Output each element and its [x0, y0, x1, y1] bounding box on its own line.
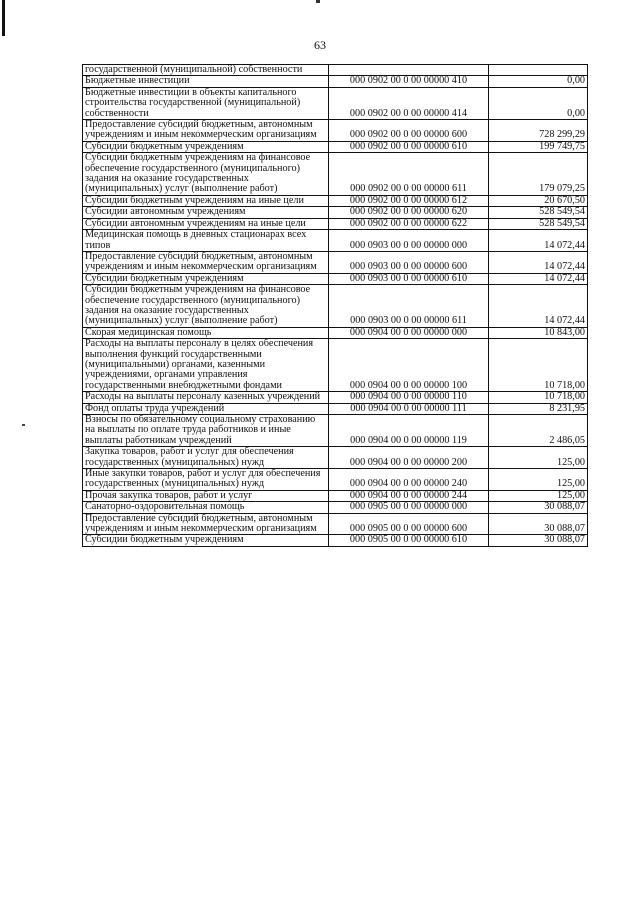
row-name-cell: Фонд оплаты труда учреждений — [83, 403, 329, 414]
table-row — [83, 327, 588, 338]
row-name-cell: Медицинская помощь в дневных стационарах всех типов — [83, 230, 329, 252]
row-name-cell: Субсидии бюджетным учреждениям на финансовое обеспечение государственного (муниципального) задания на оказание государственных (муниципальных) услуг (выполнение работ) — [83, 285, 329, 328]
table-row — [83, 285, 588, 328]
row-name-cell: Расходы на выплаты персоналу в целях обеспечения выполнения функций государственными (муниципальными) органами, казенными учреждениями, органами управления государственными внебюджетными фондами — [83, 339, 329, 392]
row-name-cell: Предоставление субсидий бюджетным, автономным учреждениям и иным некоммерческим организациям — [83, 120, 329, 142]
row-name-cell: Расходы на выплаты персоналу казенных учреждений — [83, 392, 329, 403]
row-code-cell: 000 0904 00 0 00 00000 244 — [329, 490, 489, 501]
row-sum-cell: 0,00 — [489, 76, 588, 87]
row-sum-cell: 30 088,07 — [489, 513, 588, 535]
row-sum-cell: 30 088,07 — [489, 502, 588, 513]
row-code-cell: 000 0904 00 0 00 00000 200 — [329, 447, 489, 469]
table-row — [83, 195, 588, 206]
row-sum-cell: 10 718,00 — [489, 392, 588, 403]
row-sum-cell: 528 549,54 — [489, 218, 588, 229]
table-row — [83, 447, 588, 469]
table-row — [83, 207, 588, 218]
row-name-cell: Взносы по обязательному социальному страхованию на выплаты по оплате труда работников и иные выплаты работникам учреждений — [83, 415, 329, 447]
table-row — [83, 120, 588, 142]
table-row — [83, 490, 588, 501]
row-sum-cell: 199 749,75 — [489, 141, 588, 152]
row-sum-cell: 14 072,44 — [489, 285, 588, 328]
table-row — [83, 76, 588, 87]
row-sum-cell: 14 072,44 — [489, 251, 588, 273]
table-row — [83, 469, 588, 491]
table-row — [83, 392, 588, 403]
row-code-cell: 000 0904 00 0 00 00000 240 — [329, 469, 489, 491]
row-name-cell: Предоставление субсидий бюджетным, автономным учреждениям и иным некоммерческим организациям — [83, 513, 329, 535]
table-row — [83, 65, 588, 76]
budget-table-body — [83, 65, 588, 547]
row-name-cell: Субсидии бюджетным учреждениям — [83, 141, 329, 152]
row-name-cell: Скорая медицинская помощь — [83, 327, 329, 338]
row-code-cell: 000 0904 00 0 00 00000 119 — [329, 415, 489, 447]
row-code-cell: 000 0902 00 0 00 00000 414 — [329, 87, 489, 119]
row-name-cell: Предоставление субсидий бюджетным, автономным учреждениям и иным некоммерческим организациям — [83, 251, 329, 273]
row-name-cell: Бюджетные инвестиции в объекты капитального строительства государственной (муниципальной) собственности — [83, 87, 329, 119]
row-sum-cell: 0,00 — [489, 87, 588, 119]
row-sum-cell: 8 231,95 — [489, 403, 588, 414]
row-name-cell: Субсидии бюджетным учреждениям на иные цели — [83, 195, 329, 206]
row-code-cell: 000 0904 00 0 00 00000 000 — [329, 327, 489, 338]
table-row — [83, 403, 588, 414]
row-sum-cell: 10 718,00 — [489, 339, 588, 392]
row-name-cell: Субсидии автономным учреждениям на иные цели — [83, 218, 329, 229]
table-row — [83, 153, 588, 196]
row-sum-cell — [489, 65, 588, 76]
row-code-cell: 000 0902 00 0 00 00000 610 — [329, 141, 489, 152]
row-code-cell: 000 0902 00 0 00 00000 620 — [329, 207, 489, 218]
row-code-cell: 000 0905 00 0 00 00000 600 — [329, 513, 489, 535]
row-sum-cell: 125,00 — [489, 447, 588, 469]
row-code-cell: 000 0902 00 0 00 00000 600 — [329, 120, 489, 142]
row-name-cell: Иные закупки товаров, работ и услуг для обеспечения государственных (муниципальных) нужд — [83, 469, 329, 491]
row-sum-cell: 528 549,54 — [489, 207, 588, 218]
scan-side-mark — [22, 424, 25, 426]
row-sum-cell: 125,00 — [489, 490, 588, 501]
page-number: 63 — [314, 38, 326, 52]
budget-table — [82, 64, 588, 547]
table-row — [83, 141, 588, 152]
table-row — [83, 339, 588, 392]
row-name-cell: Субсидии бюджетным учреждениям — [83, 273, 329, 284]
row-name-cell: Субсидии бюджетным учреждениям на финансовое обеспечение государственного (муниципального) задания на оказание государственных (муниципальных) услуг (выполнение работ) — [83, 153, 329, 196]
row-code-cell: 000 0903 00 0 00 00000 000 — [329, 230, 489, 252]
row-name-cell: Бюджетные инвестиции — [83, 76, 329, 87]
row-sum-cell: 14 072,44 — [489, 230, 588, 252]
row-sum-cell: 10 843,00 — [489, 327, 588, 338]
row-code-cell: 000 0904 00 0 00 00000 100 — [329, 339, 489, 392]
table-row — [83, 513, 588, 535]
table-row — [83, 415, 588, 447]
row-code-cell: 000 0903 00 0 00 00000 611 — [329, 285, 489, 328]
row-code-cell: 000 0902 00 0 00 00000 611 — [329, 153, 489, 196]
row-name-cell: государственной (муниципальной) собственности — [83, 65, 329, 76]
row-name-cell: Прочая закупка товаров, работ и услуг — [83, 490, 329, 501]
row-code-cell: 000 0902 00 0 00 00000 612 — [329, 195, 489, 206]
row-sum-cell: 14 072,44 — [489, 273, 588, 284]
row-code-cell: 000 0905 00 0 00 00000 610 — [329, 535, 489, 546]
row-code-cell: 000 0902 00 0 00 00000 410 — [329, 76, 489, 87]
scan-top-mark — [316, 0, 320, 3]
row-sum-cell: 728 299,29 — [489, 120, 588, 142]
table-row — [83, 251, 588, 273]
row-code-cell: 000 0904 00 0 00 00000 110 — [329, 392, 489, 403]
row-name-cell: Санаторно-оздоровительная помощь — [83, 502, 329, 513]
table-row — [83, 218, 588, 229]
row-sum-cell: 179 079,25 — [489, 153, 588, 196]
row-name-cell: Субсидии бюджетным учреждениям — [83, 535, 329, 546]
row-code-cell: 000 0902 00 0 00 00000 622 — [329, 218, 489, 229]
row-name-cell: Закупка товаров, работ и услуг для обеспечения государственных (муниципальных) нужд — [83, 447, 329, 469]
row-code-cell — [329, 65, 489, 76]
row-sum-cell: 20 670,50 — [489, 195, 588, 206]
table-row — [83, 230, 588, 252]
table-row — [83, 273, 588, 284]
scan-edge-mark — [2, 0, 5, 36]
row-sum-cell: 30 088,07 — [489, 535, 588, 546]
table-row — [83, 87, 588, 119]
row-sum-cell: 2 486,05 — [489, 415, 588, 447]
row-name-cell: Субсидии автономным учреждениям — [83, 207, 329, 218]
row-code-cell: 000 0904 00 0 00 00000 111 — [329, 403, 489, 414]
row-sum-cell: 125,00 — [489, 469, 588, 491]
row-code-cell: 000 0905 00 0 00 00000 000 — [329, 502, 489, 513]
row-code-cell: 000 0903 00 0 00 00000 600 — [329, 251, 489, 273]
table-row — [83, 502, 588, 513]
table-row — [83, 535, 588, 546]
row-code-cell: 000 0903 00 0 00 00000 610 — [329, 273, 489, 284]
